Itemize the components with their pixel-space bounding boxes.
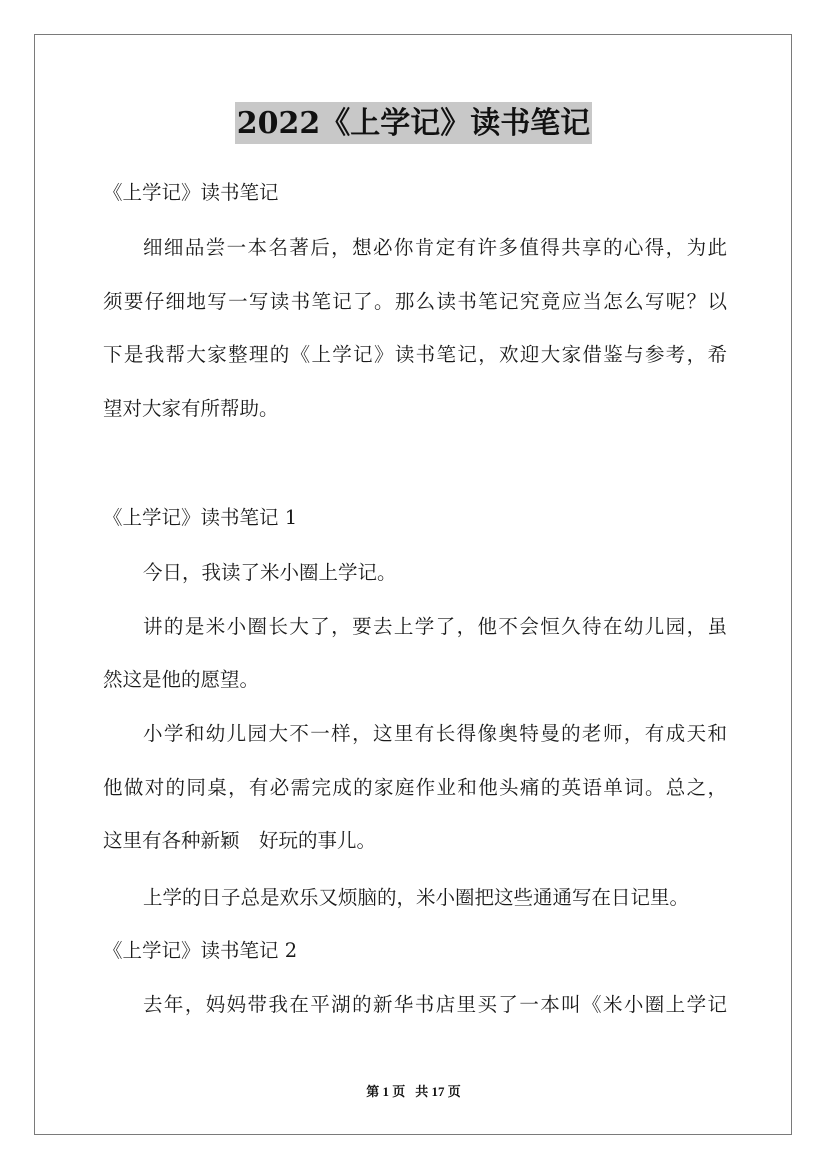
intro-paragraph-line: 须要仔细地写一写读书笔记了。那么读书笔记究竟应当怎么写呢？以 bbox=[103, 290, 727, 313]
section-1-paragraph-line: 讲的是米小圈长大了，要去上学了，他不会恒久待在幼儿园，虽 bbox=[143, 615, 727, 638]
title-container bbox=[0, 102, 827, 144]
document-title: 2022《上学记》读书笔记 bbox=[235, 102, 593, 144]
intro-paragraph-line: 细细品尝一本名著后，想必你肯定有许多值得共享的心得，为此 bbox=[143, 236, 727, 259]
section-1-paragraph-line: 然这是他的愿望。 bbox=[103, 668, 260, 691]
intro-paragraph-line: 下是我帮大家整理的《上学记》读书笔记，欢迎大家借鉴与参考，希 bbox=[103, 343, 727, 366]
page-number: 第 1 页 bbox=[366, 1084, 406, 1099]
section-2-paragraph-line: 去年，妈妈带我在平湖的新华书店里买了一本叫《米小圈上学记 bbox=[143, 993, 727, 1016]
intro-heading: 《上学记》读书笔记 bbox=[103, 181, 279, 204]
intro-paragraph-line: 望对大家有所帮助。 bbox=[103, 397, 279, 420]
section-1-paragraph-line: 小学和幼儿园大不一样，这里有长得像奥特曼的老师，有成天和 bbox=[143, 722, 727, 745]
section-1-paragraph-line: 上学的日子总是欢乐又烦脑的，米小圈把这些通通写在日记里。 bbox=[143, 886, 690, 909]
section-2-heading: 《上学记》读书笔记 2 bbox=[103, 939, 298, 962]
section-1-paragraph-line: 这里有各种新颖 好玩的事儿。 bbox=[103, 829, 377, 852]
section-1-paragraph-line: 他做对的同桌，有必需完成的家庭作业和他头痛的英语单词。总之， bbox=[103, 776, 727, 799]
section-1-heading: 《上学记》读书笔记 1 bbox=[103, 506, 298, 529]
page-total: 共 17 页 bbox=[415, 1084, 461, 1099]
section-1-paragraph-line: 今日，我读了米小圈上学记。 bbox=[143, 561, 397, 584]
page-footer bbox=[0, 1083, 827, 1101]
